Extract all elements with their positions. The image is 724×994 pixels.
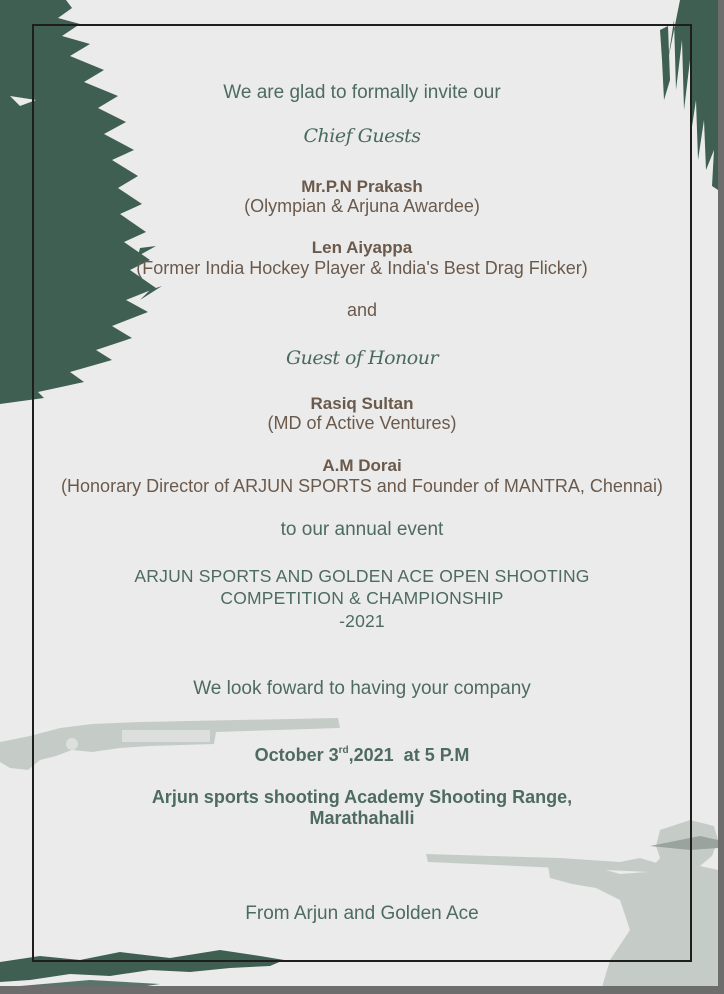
guest-name-prakash: Mr.P.N Prakash bbox=[301, 177, 423, 196]
event-title-line1: ARJUN SPORTS AND GOLDEN ACE OPEN SHOOTING bbox=[134, 566, 590, 586]
venue-line1: Arjun sports shooting Academy Shooting Range, bbox=[151, 787, 573, 807]
intro-text: We are glad to formally invite our bbox=[223, 82, 501, 103]
chief-guests-heading: Chief Guests bbox=[303, 125, 421, 147]
date-suffix: ,2021 at 5 P.M bbox=[348, 745, 470, 765]
date-ordinal: rd bbox=[338, 745, 349, 756]
guest-desc-aiyappa: (Former India Hockey Player & India's Best Drag Flicker) bbox=[136, 258, 588, 278]
event-date bbox=[0, 745, 718, 766]
venue-line2: Marathahalli bbox=[309, 808, 415, 828]
guest-name-aiyappa: Len Aiyappa bbox=[311, 238, 413, 257]
guest-of-honour-heading: Guest of Honour bbox=[285, 347, 439, 369]
to-event-text: to our annual event bbox=[280, 519, 444, 540]
event-title-line2: COMPETITION & CHAMPIONSHIP bbox=[220, 588, 504, 608]
from-text: From Arjun and Golden Ace bbox=[245, 903, 479, 924]
date-prefix: October 3 bbox=[254, 745, 339, 765]
closing-text: We look foward to having your company bbox=[193, 678, 531, 699]
and-text: and bbox=[346, 300, 378, 320]
guest-desc-prakash: (Olympian & Arjuna Awardee) bbox=[244, 196, 480, 216]
guest-name-dorai: A.M Dorai bbox=[322, 456, 402, 475]
guest-name-sultan: Rasiq Sultan bbox=[310, 394, 414, 413]
guest-desc-dorai: (Honorary Director of ARJUN SPORTS and Founder of MANTRA, Chennai) bbox=[61, 476, 663, 496]
event-title-line3: -2021 bbox=[339, 611, 385, 631]
guest-desc-sultan: (MD of Active Ventures) bbox=[267, 413, 457, 433]
